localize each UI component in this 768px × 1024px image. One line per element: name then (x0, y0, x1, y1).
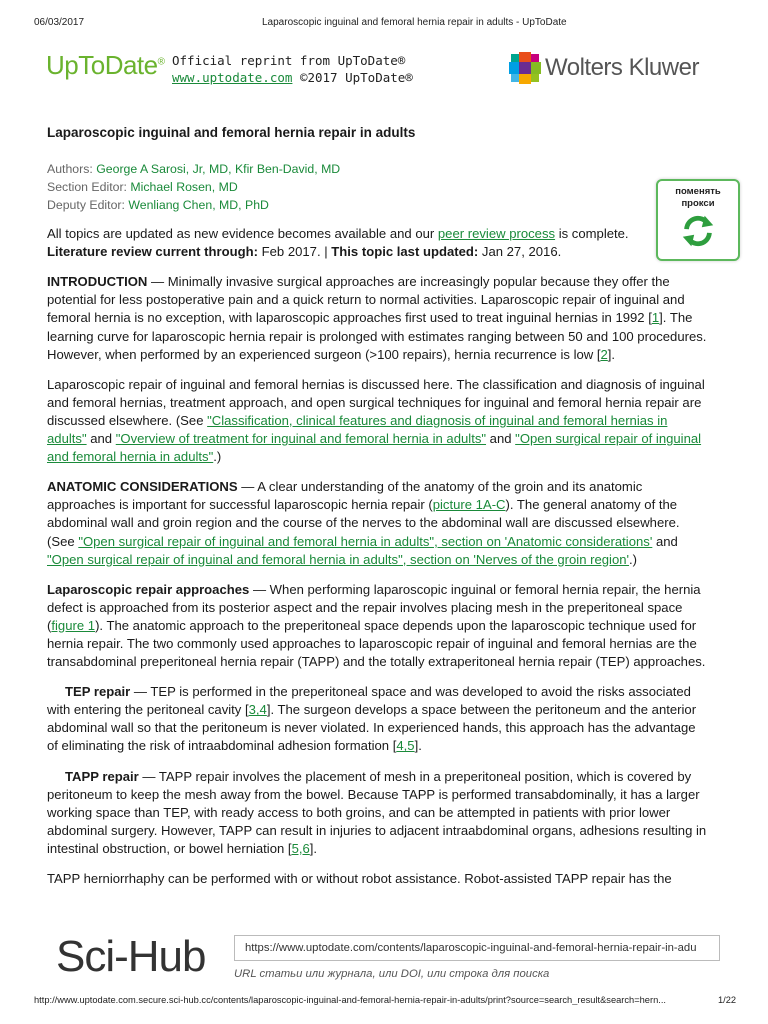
scihub-search-hint: URL статьи или журнала, или DOI, или строка для поиска (234, 968, 550, 980)
deputy-editor-line: Deputy Editor: Wenliang Chen, MD, PhD (47, 198, 269, 213)
proxy-label-1: поменять (675, 186, 721, 197)
anatomic-paragraph: ANATOMIC CONSIDERATIONS — A clear understanding of the anatomy of the groin and its anatomic approaches is important for successful laparoscopic hernia repair (picture 1A-C). The general anatomy of the abdominal wall and groin region and the course of the nerves to the abdominal wall are discussed elsewhere. (See "Open surgical repair of inguinal and femoral hernia in adults", section on 'Anatomic considerations' and "Open surgical repair of inguinal and femoral hernia in adults", section on 'Nerves of the groin region'.) (47, 479, 680, 567)
topic-link[interactable]: "Open surgical repair of inguinal and femoral hernia in adults", section on 'Nerves of the groin region' (47, 551, 630, 567)
change-proxy-button[interactable] (656, 179, 740, 261)
scihub-search-input[interactable]: https://www.uptodate.com/contents/laparoscopic-inguinal-and-femoral-hernia-repair-in-adu (234, 935, 720, 961)
reference-link[interactable]: 5,6 (291, 840, 310, 856)
introduction-paragraph: INTRODUCTION — Minimally invasive surgical approaches are increasingly popular because they offer the potential for less postoperative pain and a quick return to normal activities. Laparoscopic repair of inguinal and femoral hernia is no exception, with laparoscopic approaches first used to treat inguinal hernias in 1992 [1]. The learning curve for laparoscopic hernia repair is prolonged with estimates ranging between 50 and 100 procedures. However, when performed by an experienced surgeon (>100 repairs), hernia recurrence is low [2]. (47, 274, 707, 362)
copyright: ©2017 UpToDate® (299, 70, 413, 85)
proxy-label-2: прокси (681, 198, 715, 209)
authors-line: Authors: George A Sarosi, Jr, MD, Kfir Ben-David, MD (47, 162, 341, 177)
approaches-paragraph: Laparoscopic repair approaches — When performing laparoscopic inguinal or femoral hernia repair, the hernia defect is approached from its posterior aspect and the repair involves placing mesh in the preperitoneal space (figure 1). The anatomic approach to the preperitoneal space depends upon the laparoscopic technique used for hernia repair. The two commonly used approaches to laparoscopic repair of inguinal and femoral hernias are the transabdominal preperitoneal hernia repair (TAPP) and the totally extraperitoneal hernia repair (TEP) approaches. (47, 581, 706, 670)
print-page-title: Laparoscopic inguinal and femoral hernia repair in adults - UpToDate (262, 17, 567, 28)
picture-link[interactable]: picture 1A-C (432, 497, 506, 513)
reference-link[interactable]: 2 (600, 346, 608, 362)
figure-link[interactable]: figure 1 (51, 617, 96, 633)
reference-link[interactable]: 3,4 (248, 702, 267, 718)
topic-link[interactable]: "Classification, clinical features and diagnosis of inguinal and femoral hernias in adults" (47, 412, 668, 447)
site-url-link[interactable]: www.uptodate.com (172, 70, 293, 85)
introduction-heading: INTRODUCTION (47, 274, 148, 290)
reference-link[interactable]: 1 (651, 310, 660, 326)
section-editor-link[interactable]: Michael Rosen, MD (130, 180, 238, 195)
scihub-logo[interactable]: Sci-Hub (56, 932, 206, 981)
print-page-number: 1/22 (718, 995, 737, 1005)
reference-link[interactable]: 4,5 (396, 738, 415, 754)
wolters-kluwer-mark-icon (509, 52, 541, 84)
tapp-heading: TAPP repair (65, 768, 139, 784)
tapp-paragraph: TAPP repair — TAPP repair involves the placement of mesh in a preperitoneal position, which is covered by peritoneum to keep the mesh away from the bowel. Because TAPP is performed transabdominally, it has a larger working space than TEP, with ready access to both groins, and can be attempted in patients with prior lower abdominal surgery. However, TAPP can result in injuries to adjacent intraabdominal organs, adhesions resulting in intestinal obstruction, or bowel herniation [5,6]. (47, 768, 707, 856)
scope-paragraph: Laparoscopic repair of inguinal and femoral hernias is discussed here. The classification and diagnosis of inguinal and femoral hernias, treatment approach, and open surgical techniques for inguinal and femoral hernia repair are discussed elsewhere. (See "Classification, clinical features and diagnosis of inguinal and femoral hernias in adults" and "Overview of treatment for inguinal and femoral hernia in adults" and "Open surgical repair of inguinal and femoral hernia in adults".) (47, 376, 705, 465)
tep-paragraph: TEP repair — TEP is performed in the preperitoneal space and was developed to avoid the risks associated with entering the peritoneal cavity [3,4]. The surgeon develops a space between the peritoneum and the anterior abdominal wall so that the peritoneum is never violated. In experienced hands, this approach has the advantage of eliminating the risk of intraabdominal adhesion formation [4,5]. (47, 684, 697, 754)
section-editor-line: Section Editor: Michael Rosen, MD (47, 180, 238, 195)
article (47, 124, 709, 900)
wolters-kluwer-logo (509, 52, 699, 84)
topic-link[interactable]: "Overview of treatment for inguinal and femoral hernia in adults" (115, 431, 487, 447)
peer-review-link[interactable]: peer review process (437, 226, 556, 242)
topic-link[interactable]: "Open surgical repair of inguinal and femoral hernia in adults" (47, 431, 702, 465)
print-date: 06/03/2017 (34, 17, 85, 28)
reprint-line: Official reprint from UpToDate® (172, 53, 406, 68)
deputy-editor-link[interactable]: Wenliang Chen, MD, PhD (128, 198, 269, 213)
article-title: Laparoscopic inguinal and femoral hernia repair in adults (47, 125, 416, 140)
refresh-arrows-icon (679, 212, 717, 250)
tep-heading: TEP repair (65, 684, 131, 700)
robot-paragraph: TAPP herniorrhaphy can be performed with or without robot assistance. Robot-assisted TAPP repair has the (47, 871, 672, 886)
uptodate-logo[interactable]: UpToDate® (46, 50, 165, 80)
print-footer-url: http://www.uptodate.com.secure.sci-hub.cc/contents/laparoscopic-inguinal-and-femoral-hernia-repair-in-adults/print?source=search_result&search=hern... (34, 995, 666, 1005)
update-notice: All topics are updated as new evidence becomes available and our peer review process is complete. Literature review current through: Feb 2017. | This topic last updated: Jan 27, 2016. (47, 226, 629, 260)
publisher-name: Wolters Kluwer (545, 54, 699, 81)
anatomic-heading: ANATOMIC CONSIDERATIONS (47, 479, 238, 495)
reprint-notice (172, 52, 413, 86)
approaches-heading: Laparoscopic repair approaches (47, 581, 250, 597)
topic-link[interactable]: "Open surgical repair of inguinal and femoral hernia in adults", section on 'Anatomic considerations' (78, 533, 653, 549)
authors-links[interactable]: George A Sarosi, Jr, MD, Kfir Ben-David, MD (96, 162, 341, 177)
